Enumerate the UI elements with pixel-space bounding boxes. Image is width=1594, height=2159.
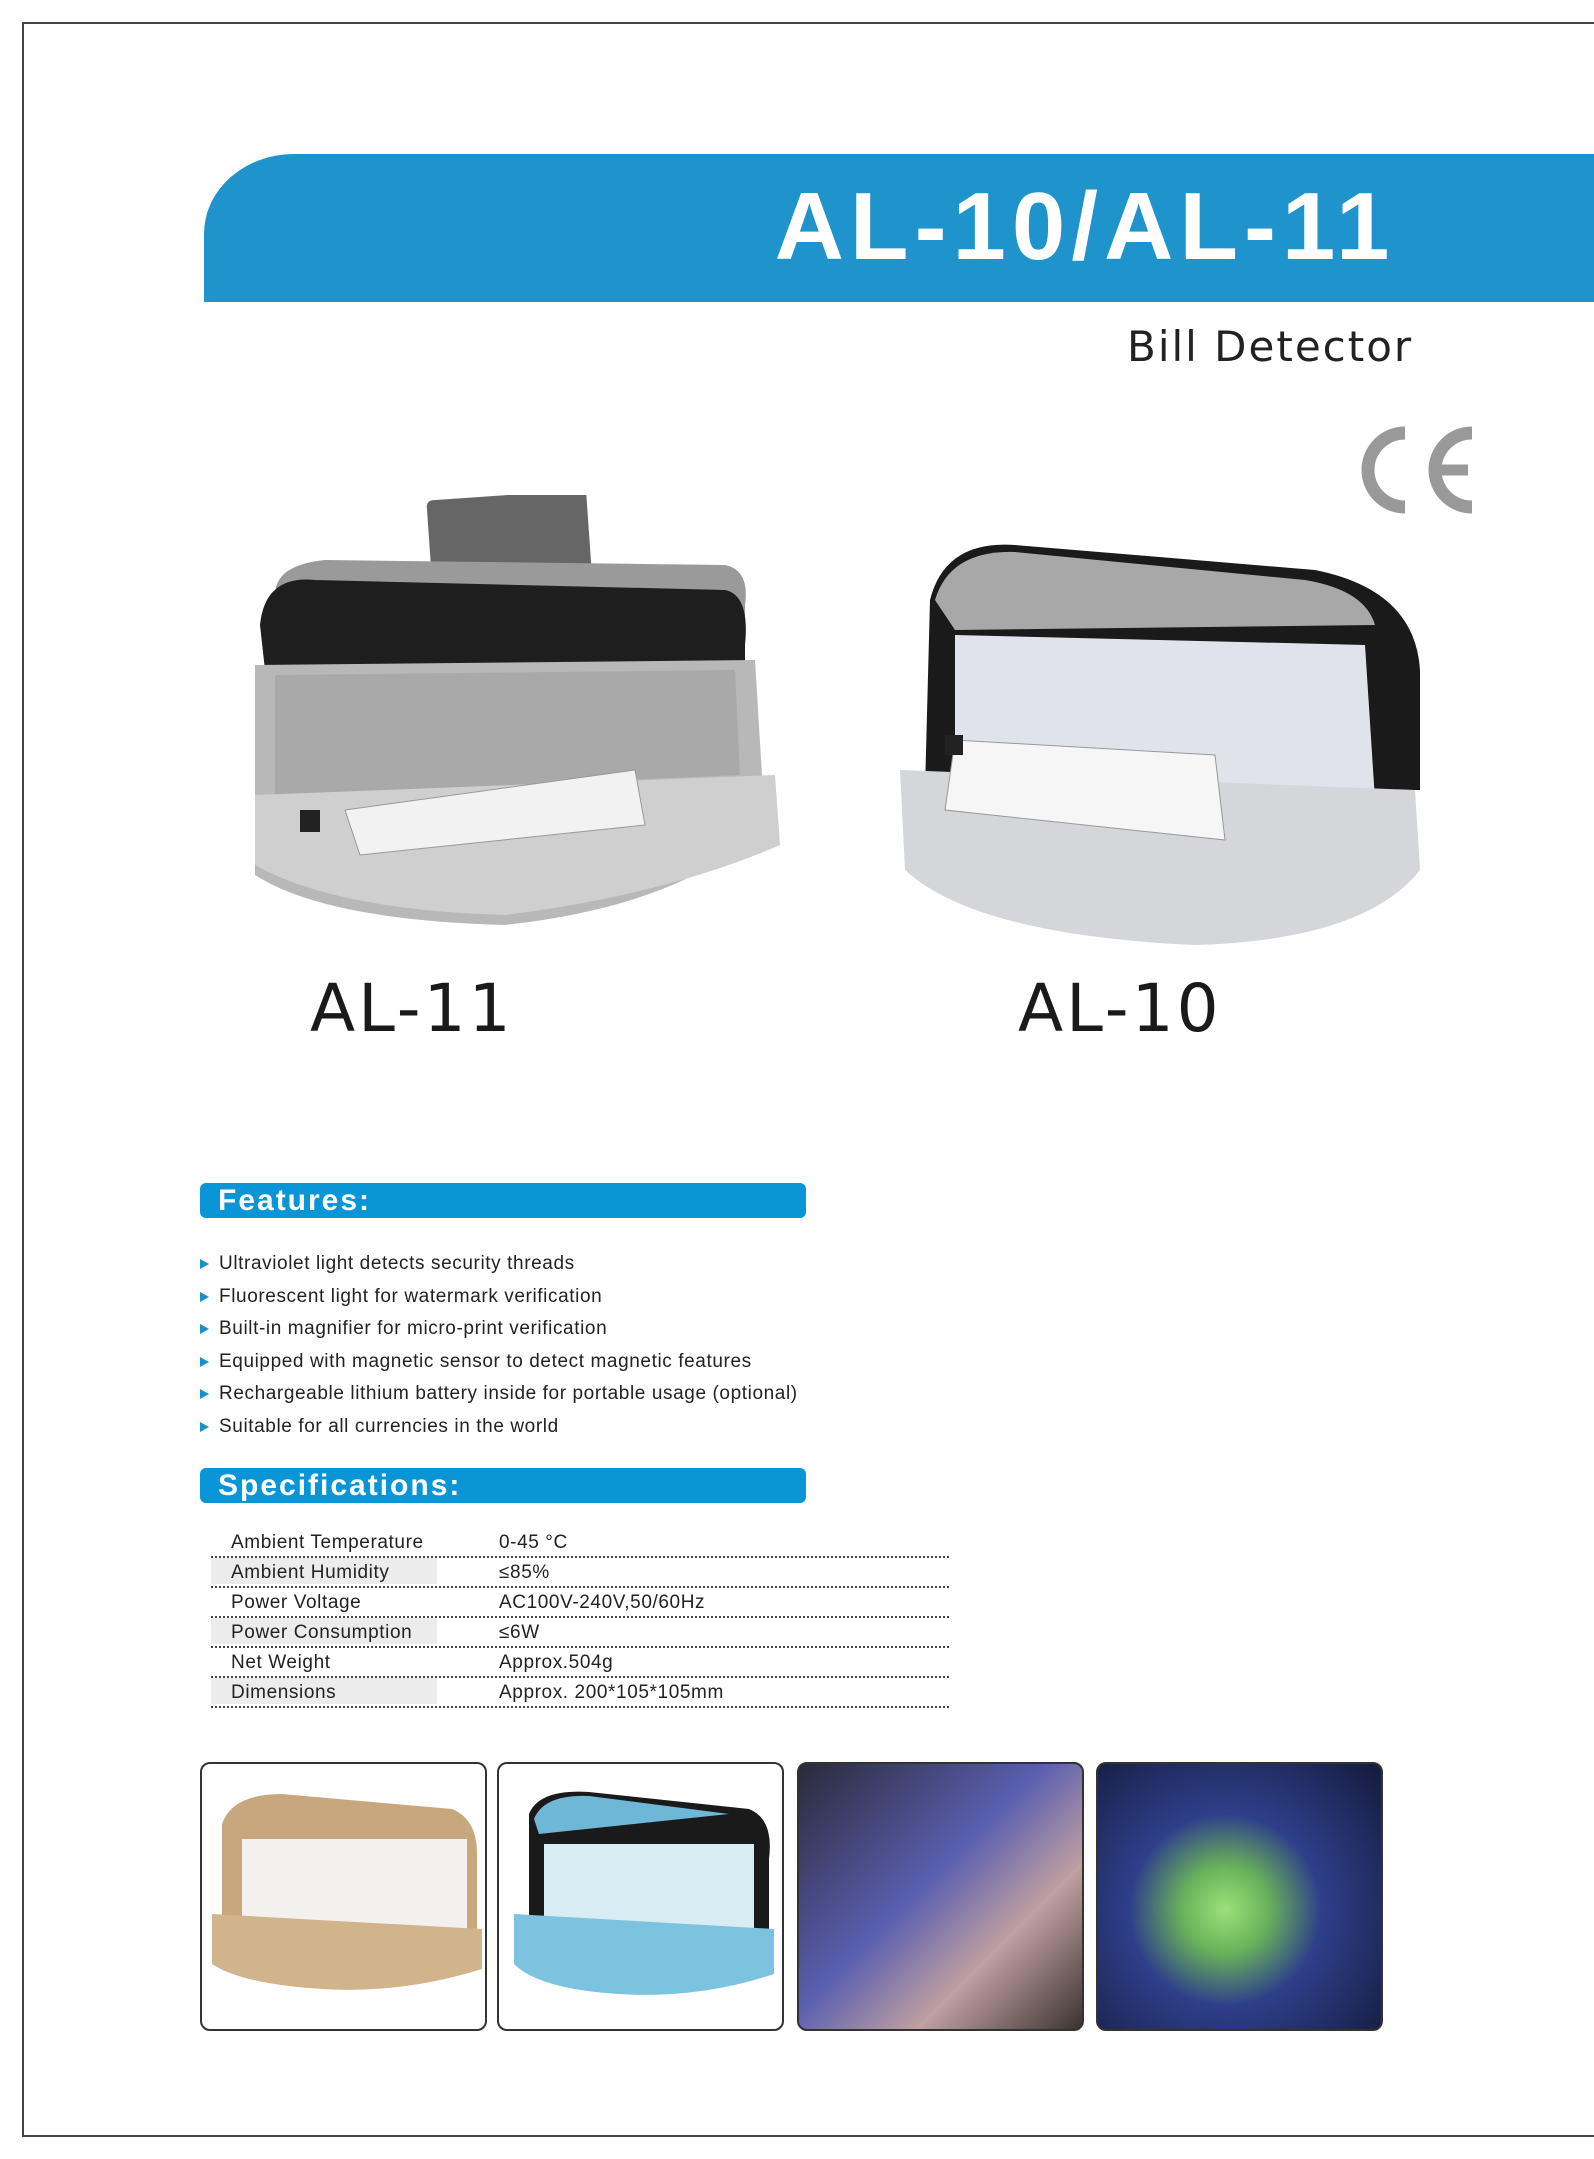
bullet-triangle-icon <box>200 1422 209 1432</box>
feature-item: Equipped with magnetic sensor to detect magnetic features <box>200 1346 798 1379</box>
al-11-product-image <box>245 495 785 930</box>
features-list <box>200 1248 798 1443</box>
gold-variant-photo <box>200 1762 487 2031</box>
uv-watermark-photo <box>1096 1762 1383 2031</box>
spec-row: Power Voltage AC100V-240V,50/60Hz <box>211 1588 949 1618</box>
bullet-triangle-icon <box>200 1259 209 1269</box>
page-title: AL-10/AL-11 <box>774 173 1396 280</box>
bullet-triangle-icon <box>200 1357 209 1367</box>
blue-variant-photo <box>497 1762 784 2031</box>
ce-mark-icon <box>1350 425 1480 515</box>
feature-item: Suitable for all currencies in the world <box>200 1411 798 1444</box>
feature-item: Fluorescent light for watermark verification <box>200 1281 798 1314</box>
spec-row: Net Weight Approx.504g <box>211 1648 949 1678</box>
spec-row: Power Consumption ≤6W <box>211 1618 949 1648</box>
uv-banknote-photo <box>797 1762 1084 2031</box>
feature-item: Built-in magnifier for micro-print verification <box>200 1313 798 1346</box>
al-10-label: AL-10 <box>1018 970 1222 1047</box>
spec-row: Ambient Temperature 0-45 °C <box>211 1528 949 1558</box>
feature-item: Rechargeable lithium battery inside for portable usage (optional) <box>200 1378 798 1411</box>
feature-item: Ultraviolet light detects security threads <box>200 1248 798 1281</box>
specifications-heading: Specifications: <box>200 1468 806 1503</box>
bullet-triangle-icon <box>200 1324 209 1334</box>
al-10-product-image <box>895 540 1425 950</box>
al-11-label: AL-11 <box>310 970 514 1047</box>
specifications-table <box>211 1528 949 1708</box>
features-heading: Features: <box>200 1183 806 1218</box>
bullet-triangle-icon <box>200 1389 209 1399</box>
bullet-triangle-icon <box>200 1292 209 1302</box>
spec-row: Dimensions Approx. 200*105*105mm <box>211 1678 949 1708</box>
page-subtitle: Bill Detector <box>1127 322 1414 371</box>
spec-row: Ambient Humidity ≤85% <box>211 1558 949 1588</box>
